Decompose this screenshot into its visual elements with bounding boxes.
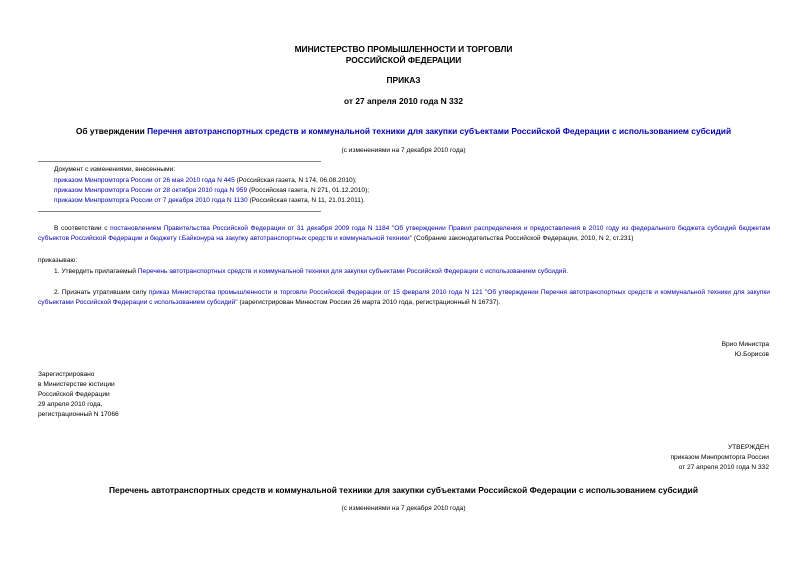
- ministry-name-line2: РОССИЙСКОЙ ФЕДЕРАЦИИ: [345, 55, 462, 65]
- document-title-link[interactable]: Перечня автотранспортных средств и коммунальной техники для закупки субъектами Российской Федерации с использованием субсидий: [147, 126, 732, 136]
- preamble-paragraph: [38, 224, 770, 244]
- amendment-link[interactable]: приказом Минпромторга России от 26 мая 2010 года N 445: [54, 177, 235, 184]
- approval-line: УТВЕРЖДЕН: [727, 444, 769, 451]
- repealed-order-link[interactable]: приказ Министерства промышленности и торговли Российской Федерации от 15 февраля 2010 года N 121 "Об утверждении Перечня автотранспортных средств и коммунальной техники для закупки субъектами Российской Федерации с использованием субсидий": [38, 289, 770, 306]
- amendments-intro: Документ с изменениями, внесенными:: [54, 166, 176, 173]
- document-title-prefix: Об утверждении: [75, 126, 148, 136]
- point-2-end: (зарегистрирован Минюстом России 26 марта 2010 года, регистрационный N 16737).: [237, 299, 501, 306]
- document-type: ПРИКАЗ: [386, 75, 421, 85]
- order-word: приказываю:: [38, 257, 78, 264]
- approval-block: [670, 443, 769, 473]
- preamble-text-end: (Собрание законодательства Российской Федерации, 2010, N 2, ст.231): [412, 235, 634, 242]
- signature-block: [722, 340, 769, 360]
- point-1-end: .: [566, 268, 569, 275]
- ministry-name-line1: МИНИСТЕРСТВО ПРОМЫШЛЕННОСТИ И ТОРГОВЛИ: [294, 44, 513, 54]
- divider-top: [38, 161, 321, 162]
- registration-line: регистрационный N 17066: [38, 411, 119, 418]
- approval-line: от 27 апреля 2010 года N 332: [678, 464, 769, 471]
- document-date: от 27 апреля 2010 года N 332: [344, 96, 463, 106]
- signatory-name: Ю.Борисов: [734, 351, 769, 358]
- registration-line: Зарегистрировано: [38, 371, 95, 378]
- registration-block: [38, 370, 119, 420]
- signatory-position: Врио Министра: [721, 341, 769, 348]
- preamble-text-start: В соответствии с: [54, 225, 111, 232]
- amendment-link[interactable]: приказом Минпромторга России от 28 октября 2010 года N 959: [54, 187, 248, 194]
- point-2-text: 2. Признать утратившим силу: [54, 289, 149, 296]
- approval-line: приказом Минпромторга России: [670, 454, 769, 461]
- list-link[interactable]: Перечень автотранспортных средств и коммунальной техники для закупки субъектами Российской Федерации с использованием субсидий: [137, 268, 567, 275]
- point-2: [38, 288, 770, 308]
- amendment-link[interactable]: приказом Минпромторга России от 7 декабря 2010 года N 1130: [54, 197, 248, 204]
- amendment-item: [54, 187, 369, 194]
- divider-bottom: [38, 211, 321, 212]
- amendment-item: [54, 177, 357, 184]
- point-1-text: 1. Утвердить прилагаемый: [54, 268, 138, 275]
- amendment-note: (Российская газета, N 271, 01.12.2010);: [247, 187, 370, 194]
- list-title: Перечень автотранспортных средств и коммунальной техники для закупки субъектами Российской Федерации с использованием субсидий: [109, 485, 698, 495]
- changes-note: (с изменениями на 7 декабря 2010 года): [341, 147, 466, 154]
- registration-line: Российской Федерации: [38, 391, 110, 398]
- registration-line: 29 апреля 2010 года,: [38, 401, 103, 408]
- point-1: [54, 268, 568, 275]
- amendment-item: [54, 197, 365, 204]
- document-title: [0, 126, 807, 136]
- amendment-note: (Российская газета, N 174, 06.08.2010);: [234, 177, 357, 184]
- list-changes-note: (с изменениями на 7 декабря 2010 года): [341, 505, 466, 512]
- government-decree-link[interactable]: постановлением Правительства Российской Федерации от 31 декабря 2009 года N 1184 "Об утверждении Правил распределения и предоставления в 2010 году из федерального бюджета субсидий бюджетам субъектов Российской Федерации и бюджету г.Байконура на закупку автотранспортных средств и коммунальной техники": [38, 225, 770, 242]
- registration-line: в Министерстве юстиции: [38, 381, 115, 388]
- amendment-note: (Российская газета, N 11, 21.01.2011).: [247, 197, 365, 204]
